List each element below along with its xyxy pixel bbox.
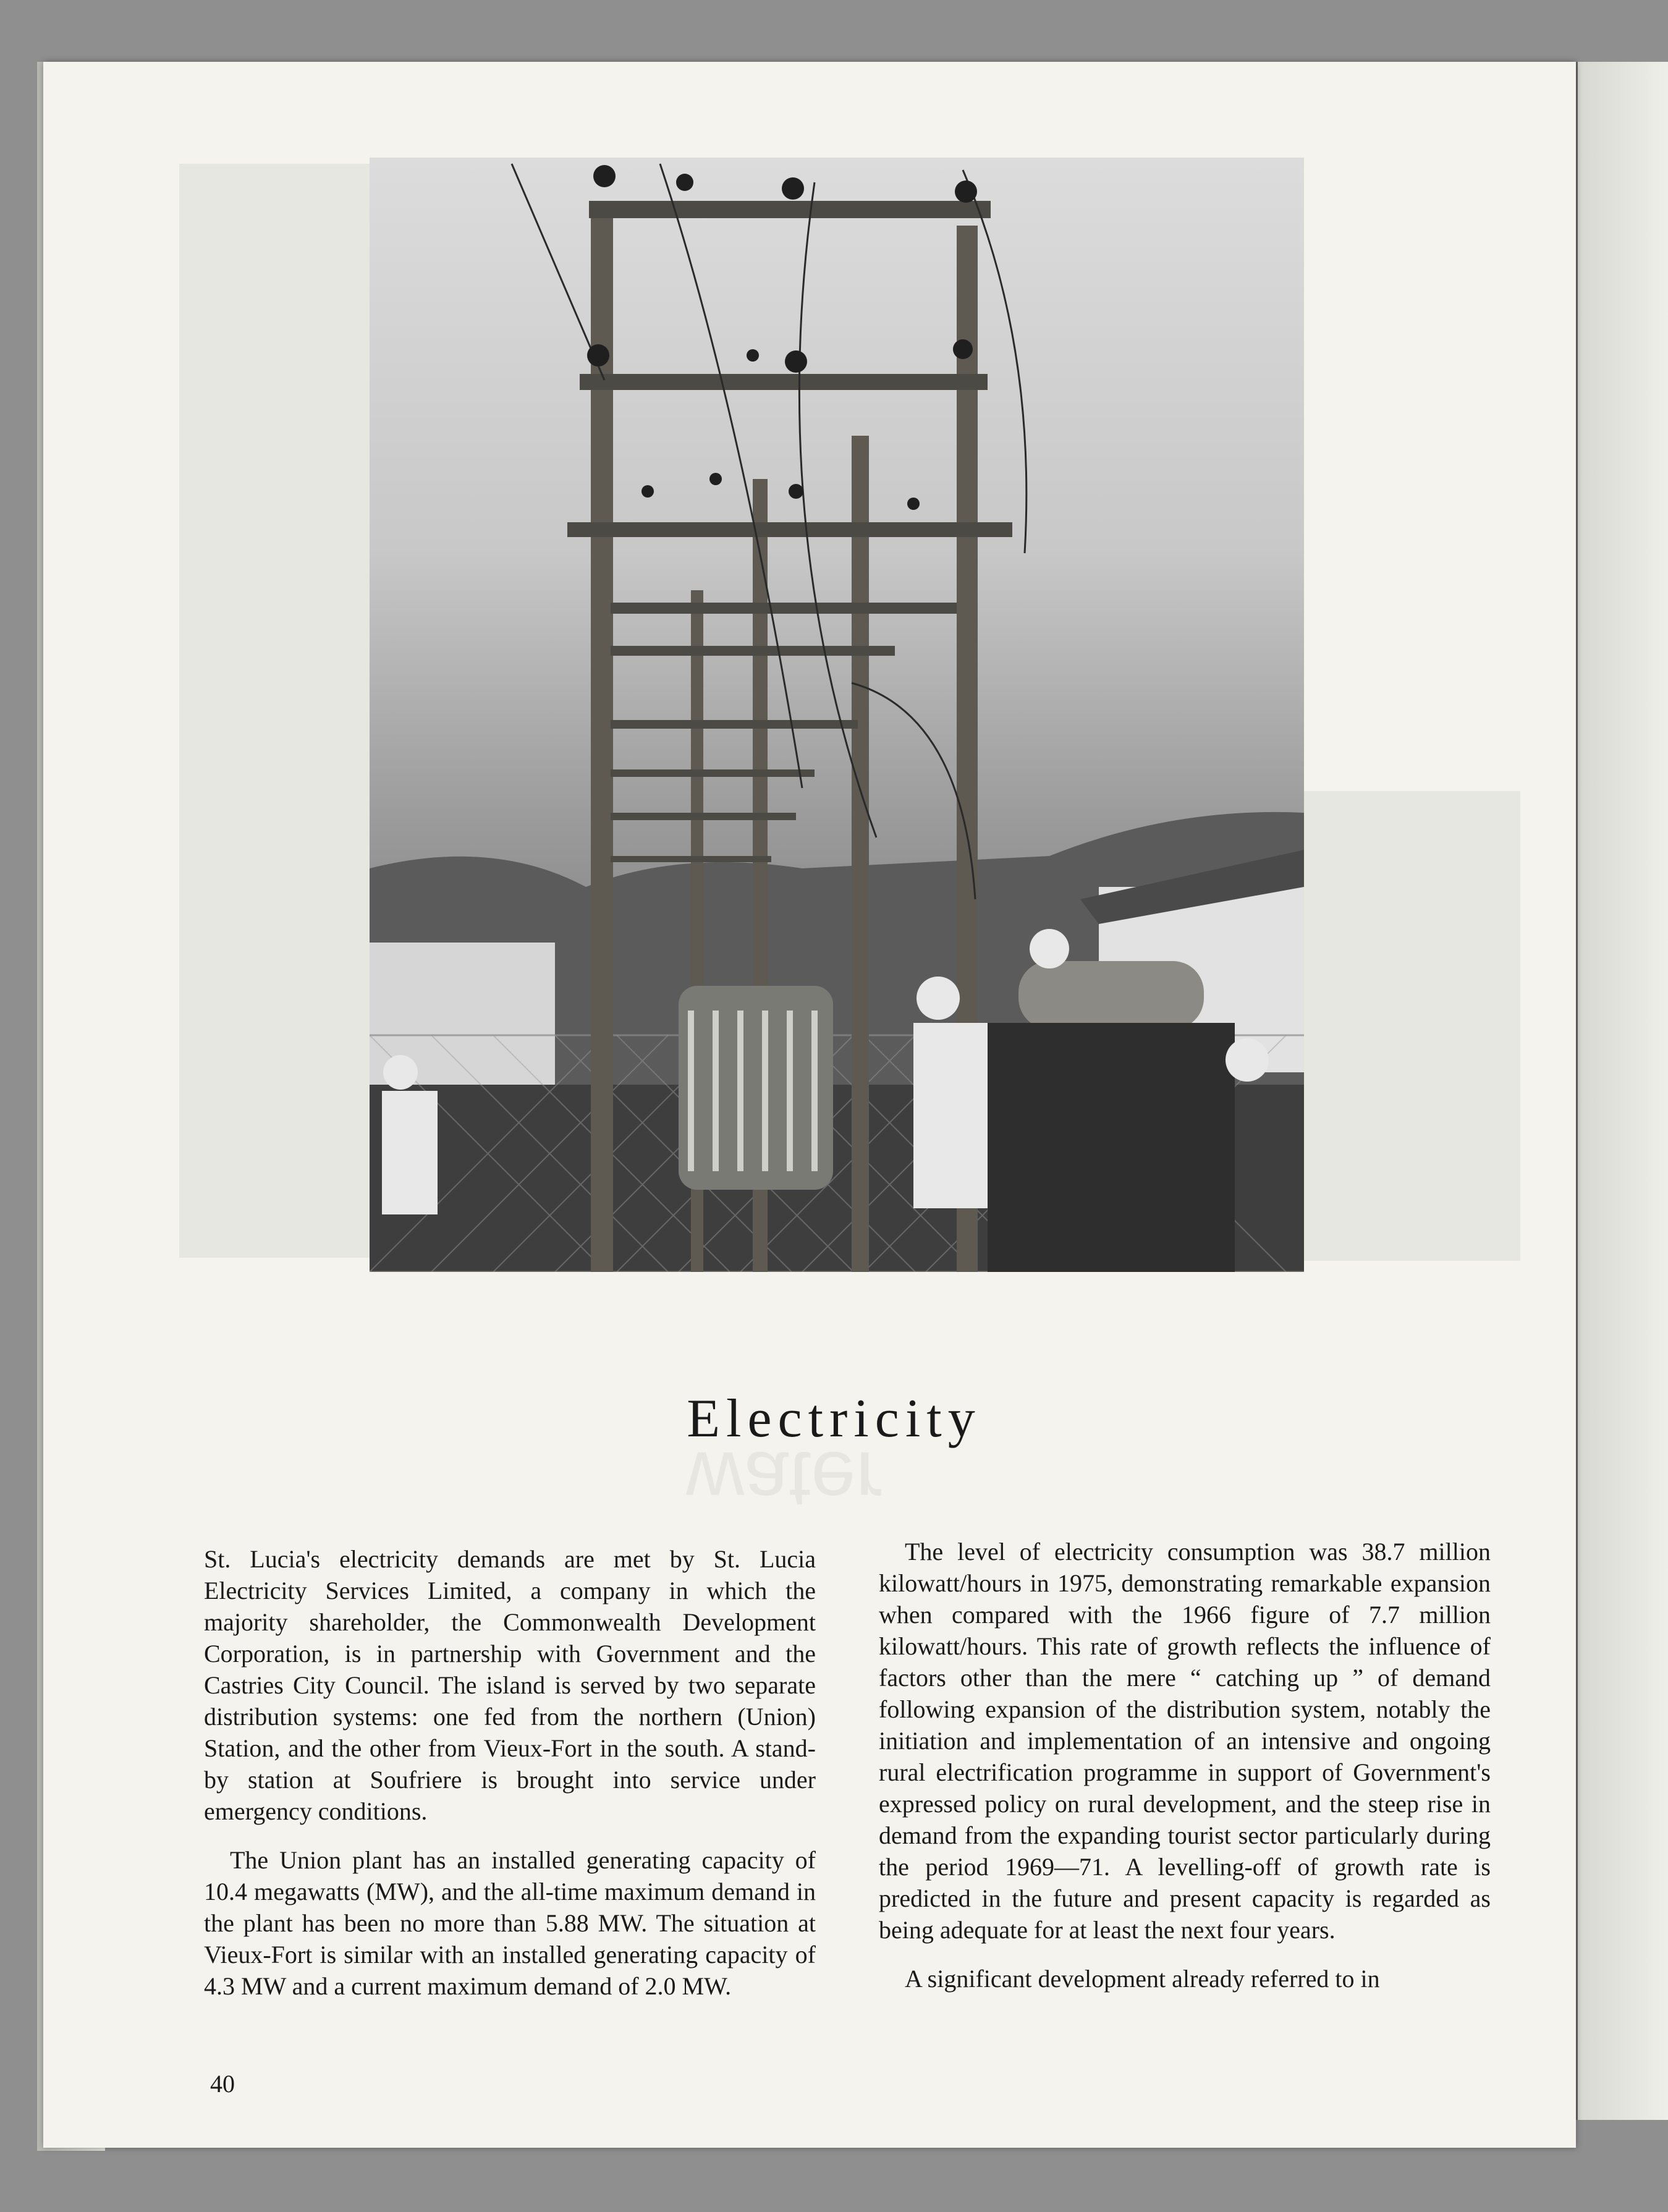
- adjacent-page-edge: [1576, 62, 1668, 2120]
- page-number: 40: [210, 2070, 235, 2098]
- show-through-block-right: [1304, 791, 1520, 1261]
- electricity-substation-photo: [370, 158, 1304, 1272]
- right-paragraph-2: A significant development already referred to in: [905, 1965, 1380, 1993]
- show-through-mirrored-text: water: [686, 1435, 883, 1525]
- page-title: Electricity: [687, 1389, 981, 1449]
- article-column-left: [204, 1543, 816, 2019]
- substation-illustration: [370, 158, 1304, 1272]
- article-column-right: [879, 1536, 1491, 2012]
- right-paragraph-1: The level of electricity consumption was 38.7 million kilowatt/hours in 1975, demonstrating remarkable expansion when compared with the 1966 figure of 7.7 million kilowatt/hours. This rate of growth reflects the influence of factors other than the mere “ catching up ” of demand following expansion of the distribution system, notably the initiation and implementation of an intensive and ongoing rural electrification programme in support of Government's expressed policy on rural development, and the steep rise in demand from the expanding tourist sector particularly during the period 1969—71. A levelling-off of growth rate is predicted in the future and present capacity is regarded as being adequate for at least the next four years.: [879, 1538, 1491, 1944]
- left-paragraph-2: The Union plant has an installed generating capacity of 10.4 megawatts (MW), and the all-time maximum demand in the plant has been no more than 5.88 MW. The situation at Vieux-Fort is similar with an installed generating capacity of 4.3 MW and a current maximum demand of 2.0 MW.: [204, 1846, 816, 2000]
- left-paragraph-1: St. Lucia's electricity demands are met by St. Lucia Electricity Services Limited, a company in which the majority shareholder, the Commonwealth Development Corporation, is in partnership with Government and the Castries City Council. The island is served by two separate distribution systems: one fed from the northern (Union) Station, and the other from Vieux-Fort in the south. A stand-by station at Soufriere is brought into service under emergency conditions.: [204, 1545, 816, 1825]
